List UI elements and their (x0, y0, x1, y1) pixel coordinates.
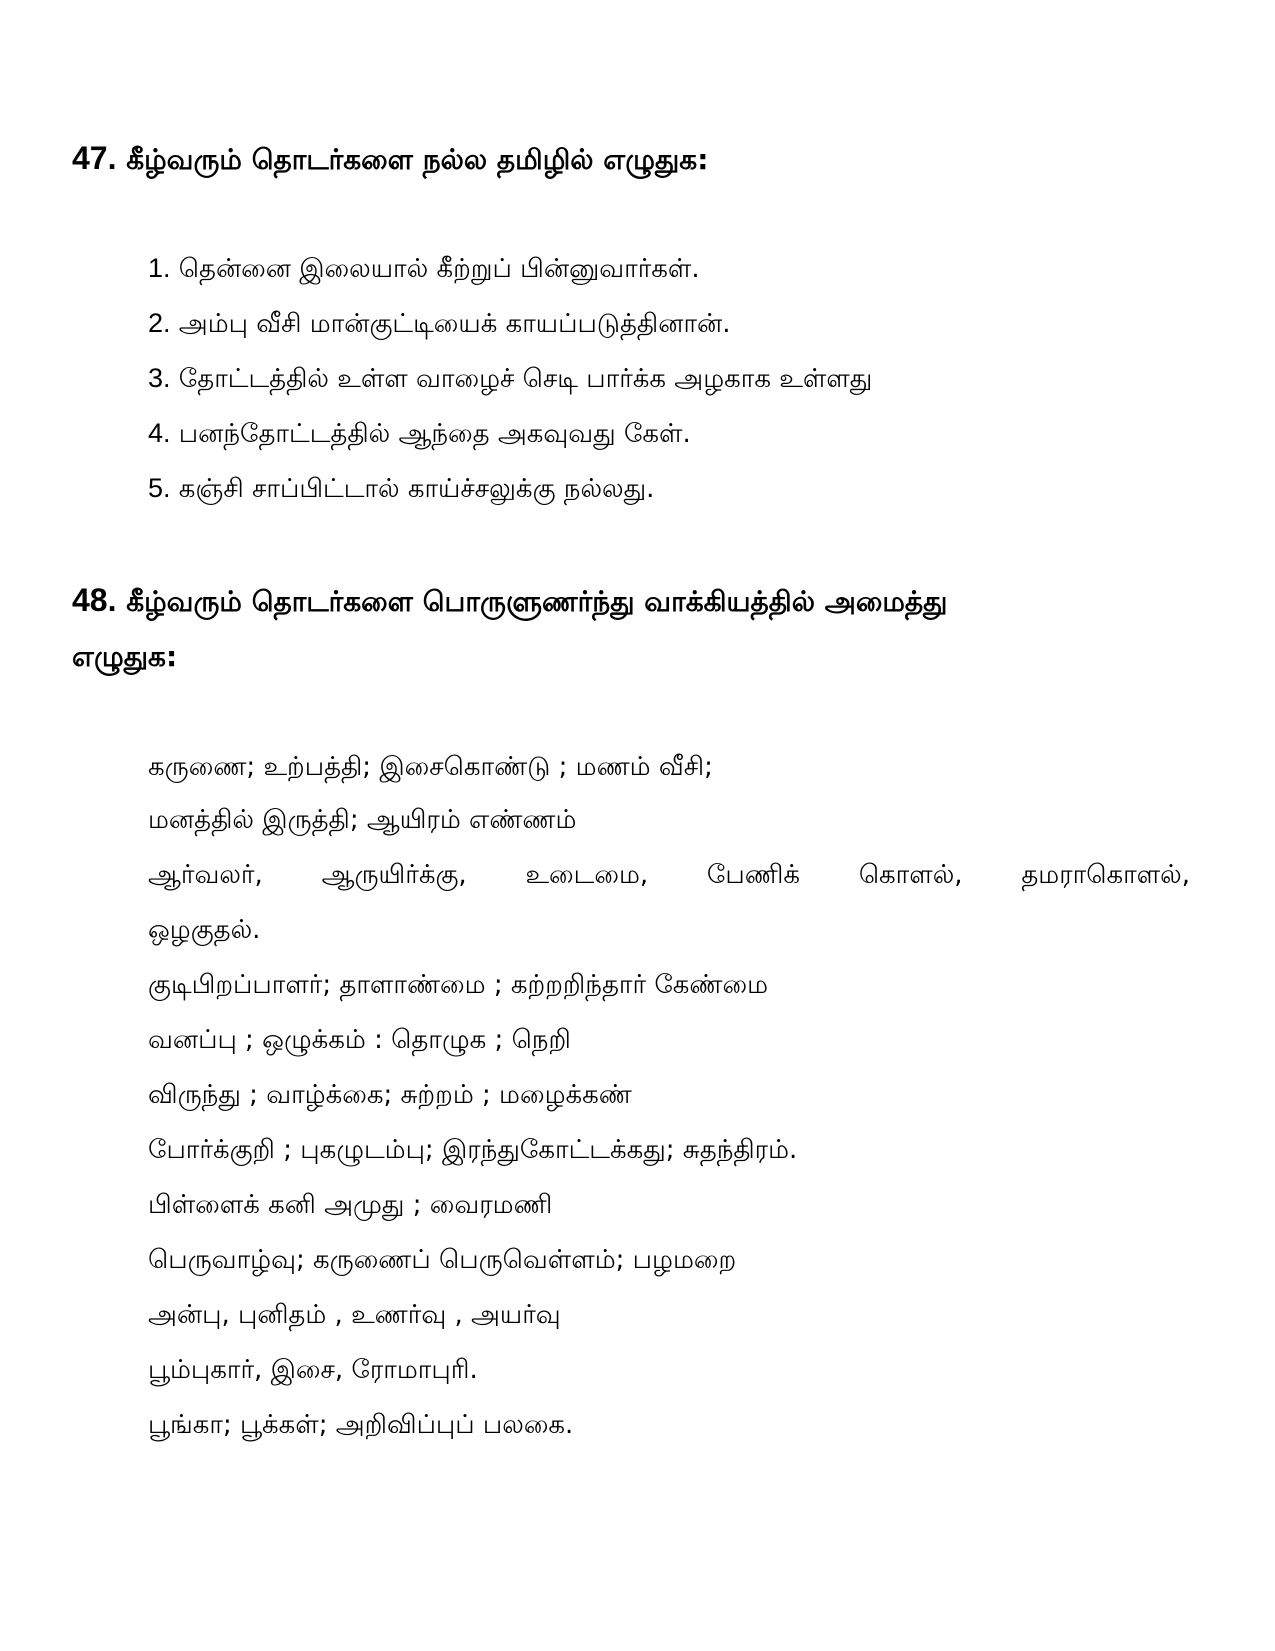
q48-line-7: விருந்து ; வாழ்க்கை; சுற்றம் ; மழைக்கண் (148, 1080, 632, 1110)
q47-item-4 (148, 413, 691, 454)
q48-line-5: குடிபிறப்பாளர்; தாளாண்மை ; கற்றறிந்தார் கேண்மை (148, 970, 769, 1000)
q48-line-3: ஆர்வலர், ஆருயிர்க்கு, உடைமை, பேணிக் கொளல், தமராகொளல், (148, 860, 1190, 890)
question-48-heading (72, 580, 947, 622)
q48-line-6: வனப்பு ; ஒழுக்கம் : தொழுக ; நெறி (148, 1025, 571, 1055)
q47-item-1-text: தென்னை இலையால் கீற்றுப் பின்னுவார்கள். (178, 254, 700, 284)
question-47-heading (72, 138, 708, 180)
q47-item-4-number: 4. (148, 418, 171, 448)
q47-item-1-number: 1. (148, 253, 171, 283)
q47-item-5-text: கஞ்சி சாப்பிட்டால் காய்ச்சலுக்கு நல்லது. (178, 474, 655, 504)
question-47-number: 47. (72, 140, 117, 176)
q48-line-8: போர்க்குறி ; புகழுடம்பு; இரந்துகோட்டக்கது; சுதந்திரம். (148, 1135, 798, 1165)
q47-item-3-number: 3. (148, 363, 171, 393)
question-48-title-line2: எழுதுக: (72, 640, 178, 673)
q48-line-4: ஒழகுதல். (148, 915, 261, 945)
q47-item-3 (148, 358, 872, 399)
q47-item-4-text: பனந்தோட்டத்தில் ஆந்தை அகவுவது கேள். (178, 419, 691, 449)
q47-item-5 (148, 468, 654, 509)
q47-item-2 (148, 303, 731, 344)
question-48-title-line1: கீழ்வரும் தொடர்களை பொருளுணர்ந்து வாக்கியத்தில் அமைத்து (126, 585, 948, 618)
q48-line-11: அன்பு, புனிதம் , உணர்வு , அயர்வு (148, 1300, 561, 1330)
q48-line-2: மனத்தில் இருத்தி; ஆயிரம் எண்ணம் (148, 805, 577, 835)
q48-line-12: பூம்புகார், இசை, ரோமாபுரி. (148, 1355, 478, 1385)
q48-line-10: பெருவாழ்வு; கருணைப் பெருவெள்ளம்; பழமறை (148, 1245, 737, 1275)
q48-line-13: பூங்கா; பூக்கள்; அறிவிப்புப் பலகை. (148, 1410, 574, 1440)
q47-item-2-number: 2. (148, 308, 171, 338)
q47-item-5-number: 5. (148, 473, 171, 503)
question-48-number: 48. (72, 582, 117, 618)
q48-line-1: கருணை; உற்பத்தி; இசைகொண்டு ; மணம் வீசி; (148, 752, 713, 782)
question-47-title: கீழ்வரும் தொடர்களை நல்ல தமிழில் எழுதுக: (126, 143, 709, 176)
q48-line-9: பிள்ளைக் கனி அமுது ; வைரமணி (148, 1190, 553, 1220)
q47-item-1 (148, 248, 700, 289)
q47-item-3-text: தோட்டத்தில் உள்ள வாழைச் செடி பார்க்க அழகாக உள்ளது (178, 364, 873, 394)
q47-item-2-text: அம்பு வீசி மான்குட்டியைக் காயப்படுத்தினான். (178, 309, 731, 339)
